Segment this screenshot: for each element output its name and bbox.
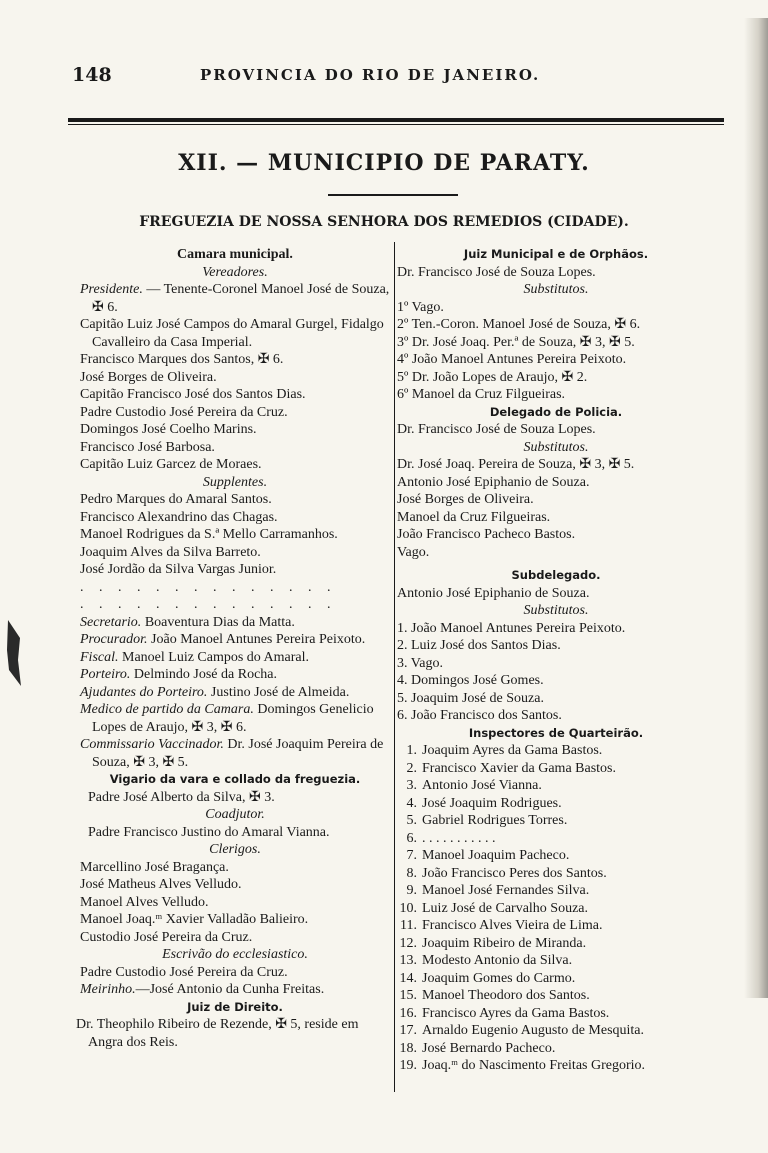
item-text: Luiz José dos Santos Dias. (411, 638, 561, 653)
item-text: Luiz José de Carvalho Souza. (422, 900, 589, 916)
procurador-label: Procurador. (80, 632, 148, 647)
subdelegado-sub-item (397, 707, 715, 725)
inspector-item (397, 952, 715, 970)
item-number: 4. (406, 795, 417, 811)
item-number: 5. (397, 690, 408, 706)
inspectores-heading: Inspectores de Quarteirão. (468, 725, 644, 740)
item-text: Arnaldo Eugenio Augusto de Mesquita. (422, 1023, 645, 1038)
vereador-item: Francisco José Barbosa. (80, 439, 215, 455)
item-text: Joaq.ᵐ do Nascimento Freitas Gregorio. (422, 1058, 646, 1073)
inspector-item (397, 917, 715, 935)
item-text: Domingos José Gomes. (411, 673, 544, 688)
commissario-text: Dr. José Joaquim Pereira de Souza, ✠ 3, ✠ 5. (92, 737, 384, 770)
item-number: 13. (399, 953, 417, 968)
vereador-item: Domingos José Coelho Marins. (80, 422, 257, 437)
inspector-item (397, 935, 715, 953)
dotted-line: . . . . . . . . . . . . . . (80, 579, 337, 595)
item-number: 14. (399, 970, 417, 986)
subdelegado-sub-item (397, 620, 715, 638)
procurador-entry (80, 631, 390, 649)
medico-entry (80, 701, 390, 736)
column-divider (394, 242, 395, 1092)
item-number: 9. (406, 883, 417, 898)
substitutos-heading: Substitutos. (523, 282, 589, 297)
clerigo-item: Manoel Alves Velludo. (80, 894, 209, 910)
clerigo-item: Custodio José Pereira da Cruz. (80, 929, 253, 945)
inspector-item (397, 830, 715, 848)
item-text: Manoel José Fernandes Silva. (422, 883, 590, 898)
inspector-item (397, 760, 715, 778)
substituto-item: 5º Dr. João Lopes de Araujo, ✠ 2. (397, 369, 588, 385)
fiscal-entry (80, 649, 390, 667)
coadjutor-heading: Coadjutor. (205, 807, 265, 822)
vigario-heading: Vigario da vara e collado da freguezia. (109, 772, 361, 786)
item-number: 2. (397, 638, 408, 653)
clerigos-heading: Clerigos. (209, 842, 261, 857)
inspector-item (397, 1022, 715, 1040)
item-text: João Francisco dos Santos. (411, 708, 562, 723)
inspector-item (397, 742, 715, 760)
item-text: Antonio José Vianna. (422, 778, 542, 793)
substituto-item: 3º Dr. José Joaq. Per.ª de Souza, ✠ 3, ✠ 5. (397, 334, 635, 350)
item-text: Francisco Ayres da Gama Bastos. (422, 1005, 610, 1021)
item-number: 3. (397, 655, 408, 671)
secretario-text: Boaventura Dias da Matta. (141, 614, 295, 630)
delegado-sub-item: João Francisco Pacheco Bastos. (397, 527, 576, 542)
subdelegado-sub-item (397, 672, 715, 690)
escrivao-heading: Escrivão do ecclesiastico. (162, 947, 308, 962)
item-text: Joaquim Ayres da Gama Bastos. (422, 743, 603, 758)
inspector-item (397, 1040, 715, 1058)
header-rule-thin (68, 124, 724, 125)
commissario-entry (80, 736, 390, 771)
vereador-item: Capitão Luiz Garcez de Moraes. (80, 457, 262, 472)
item-text: Modesto Antonio da Silva. (422, 953, 573, 968)
fiscal-label: Fiscal. (80, 649, 119, 665)
vereador-item: José Borges de Oliveira. (80, 369, 217, 385)
item-text: Gabriel Rodrigues Torres. (422, 813, 568, 828)
supplente-item: Francisco Alexandrino das Chagas. (80, 509, 278, 525)
item-text: Francisco Xavier da Gama Bastos. (422, 760, 616, 776)
subdelegado-sub-item (397, 655, 715, 673)
item-text: Joaquim Gomes do Carmo. (422, 970, 576, 986)
item-text: Manoel Theodoro dos Santos. (422, 988, 590, 1003)
subdelegado-sub-item (397, 690, 715, 708)
commissario-label: Commissario Vaccinador. (80, 737, 224, 752)
item-text: José Bernardo Pacheco. (422, 1040, 556, 1056)
vereador-item: Francisco Marques dos Santos, ✠ 6. (80, 352, 284, 367)
substituto-item: 1º Vago. (397, 299, 444, 315)
ajudantes-entry (80, 684, 390, 702)
item-number: 16. (399, 1005, 417, 1021)
delegado-heading: Delegado de Policia. (489, 404, 623, 419)
item-number: 8. (406, 865, 417, 881)
clerigo-item: Manoel Joaq.ᵐ Xavier Valladão Balieiro. (80, 912, 309, 927)
juiz-direito-entry: Dr. Theophilo Ribeiro de Rezende, ✠ 5, reside em Angra dos Reis. (76, 1017, 359, 1050)
running-header (72, 64, 712, 86)
vereador-item: Capitão Francisco José dos Santos Dias. (80, 387, 306, 402)
item-number: 7. (406, 848, 417, 863)
fiscal-text: Manoel Luiz Campos do Amaral. (118, 649, 310, 665)
delegado-sub-item: Dr. José Joaq. Pereira de Souza, ✠ 3, ✠ 5. (397, 457, 635, 472)
delegado-sub-item: José Borges de Oliveira. (397, 492, 534, 507)
porteiro-label: Porteiro. (80, 667, 131, 682)
vereadores-heading: Vereadores. (202, 264, 268, 280)
inspector-item (397, 900, 715, 918)
vereador-item: Capitão Luiz José Campos do Amaral Gurgel, Fidalgo Cavalleiro da Casa Imperial. (80, 317, 384, 350)
item-number: 1. (406, 743, 417, 758)
presidente-text: — Tenente-Coronel Manoel José de Souza, ✠ 6. (92, 282, 390, 315)
running-head: PROVINCIA DO RIO DE JANEIRO. (200, 66, 541, 84)
dotted-line: . . . . . . . . . . . . . . (80, 597, 337, 612)
secretario-entry (80, 614, 390, 632)
item-text: Joaquim José de Souza. (411, 690, 544, 706)
substituto-item: 6º Manoel da Cruz Filgueiras. (397, 387, 566, 402)
vigario-entry: Padre José Alberto da Silva, ✠ 3. (88, 789, 275, 805)
subdelegado-heading: Subdelegado. (511, 568, 601, 582)
parish-title: FREGUEZIA DE NOSSA SENHORA DOS REMEDIOS (CIDADE). (139, 214, 629, 230)
supplente-item: Pedro Marques do Amaral Santos. (80, 492, 272, 507)
item-text: José Joaquim Rodrigues. (422, 795, 562, 811)
item-text: . . . . . . . . . . . (422, 830, 496, 846)
subdelegado-sub-item (397, 637, 715, 655)
supplente-item: José Jordão da Silva Vargas Junior. (80, 562, 277, 577)
juiz-direito-heading: Juiz de Direito. (187, 999, 283, 1014)
item-number: 17. (399, 1023, 417, 1038)
escrivao-entry: Padre Custodio José Pereira da Cruz. (80, 964, 288, 980)
item-text: João Francisco Peres dos Santos. (422, 865, 607, 881)
inspector-item (397, 865, 715, 883)
medico-text: Domingos Genelicio Lopes de Araujo, ✠ 3, ✠ 6. (92, 702, 374, 735)
presidente-label: Presidente. (80, 282, 143, 297)
delegado-sub-item: Antonio José Epiphanio de Souza. (397, 474, 590, 490)
inspector-item (397, 847, 715, 865)
porteiro-entry (80, 666, 390, 684)
ajudantes-label: Ajudantes do Porteiro. (80, 684, 208, 700)
clerigo-item: José Matheus Alves Velludo. (80, 877, 242, 892)
porteiro-text: Delmindo José da Rocha. (130, 667, 278, 682)
meirinho-text: —José Antonio da Cunha Freitas. (135, 982, 325, 997)
medico-label: Medico de partido da Camara. (80, 702, 254, 717)
inspector-item (397, 882, 715, 900)
item-text: Joaquim Ribeiro de Miranda. (422, 935, 587, 951)
item-number: 6. (397, 708, 408, 723)
item-text: Manoel Joaquim Pacheco. (422, 848, 570, 863)
item-number: 4. (397, 673, 408, 688)
item-text: Francisco Alves Vieira de Lima. (422, 918, 603, 933)
item-number: 19. (399, 1058, 417, 1073)
subdelegado-subs-heading: Substitutos. (523, 603, 589, 618)
inspector-item (397, 1057, 715, 1075)
substituto-item: 4º João Manoel Antunes Pereira Peixoto. (397, 352, 627, 367)
right-column (397, 246, 715, 1075)
delegado-subs-heading: Substitutos. (523, 439, 589, 455)
item-number: 15. (399, 988, 417, 1003)
inspector-item (397, 1005, 715, 1023)
item-number: 11. (400, 918, 417, 933)
left-column (76, 246, 390, 1051)
juiz-municipal-heading: Juiz Municipal e de Orphãos. (463, 247, 649, 261)
item-number: 10. (399, 900, 417, 916)
item-number: 3. (406, 778, 417, 793)
supplente-item: Joaquim Alves da Silva Barreto. (80, 544, 261, 560)
supplente-item: Manoel Rodrigues da S.ª Mello Carramanhos. (80, 527, 338, 542)
ajudantes-text: Justino José de Almeida. (207, 684, 350, 700)
ink-blot (6, 620, 22, 686)
item-number: 2. (406, 760, 417, 776)
item-number: 12. (399, 935, 417, 951)
title-rule (328, 194, 458, 196)
delegado-entry: Dr. Francisco José de Souza Lopes. (397, 422, 596, 437)
item-number: 18. (399, 1040, 417, 1056)
coadjutor-entry: Padre Francisco Justino do Amaral Vianna. (88, 824, 330, 840)
supplentes-heading: Supplentes. (202, 474, 268, 490)
presidente-entry (80, 281, 390, 316)
secretario-label: Secretario. (80, 614, 142, 630)
juiz-municipal-entry: Dr. Francisco José de Souza Lopes. (397, 264, 596, 280)
inspector-item (397, 795, 715, 813)
inspector-item (397, 812, 715, 830)
inspector-item (397, 777, 715, 795)
subdelegado-entry: Antonio José Epiphanio de Souza. (397, 585, 590, 601)
delegado-sub-item: Vago. (397, 544, 430, 560)
vereador-item: Padre Custodio José Pereira da Cruz. (80, 404, 288, 420)
camara-heading: Camara municipal. (177, 247, 293, 262)
item-number: 1. (397, 620, 408, 636)
item-text: Vago. (410, 655, 444, 671)
delegado-sub-item: Manoel da Cruz Filgueiras. (397, 509, 551, 525)
header-rule (68, 118, 724, 122)
meirinho-label: Meirinho. (80, 982, 136, 997)
section-title: XII. — MUNICIPIO DE PARATY. (178, 150, 590, 176)
page-number: 148 (72, 64, 112, 86)
item-number: 5. (406, 813, 417, 828)
inspector-item (397, 970, 715, 988)
item-text: João Manoel Antunes Pereira Peixoto. (411, 620, 626, 636)
procurador-text: João Manoel Antunes Pereira Peixoto. (147, 632, 366, 647)
inspector-item (397, 987, 715, 1005)
meirinho-entry (80, 981, 390, 999)
clerigo-item: Marcellino José Bragança. (80, 859, 229, 875)
item-number: 6. (406, 830, 417, 846)
substituto-item: 2º Ten.-Coron. Manoel José de Souza, ✠ 6. (397, 317, 641, 332)
